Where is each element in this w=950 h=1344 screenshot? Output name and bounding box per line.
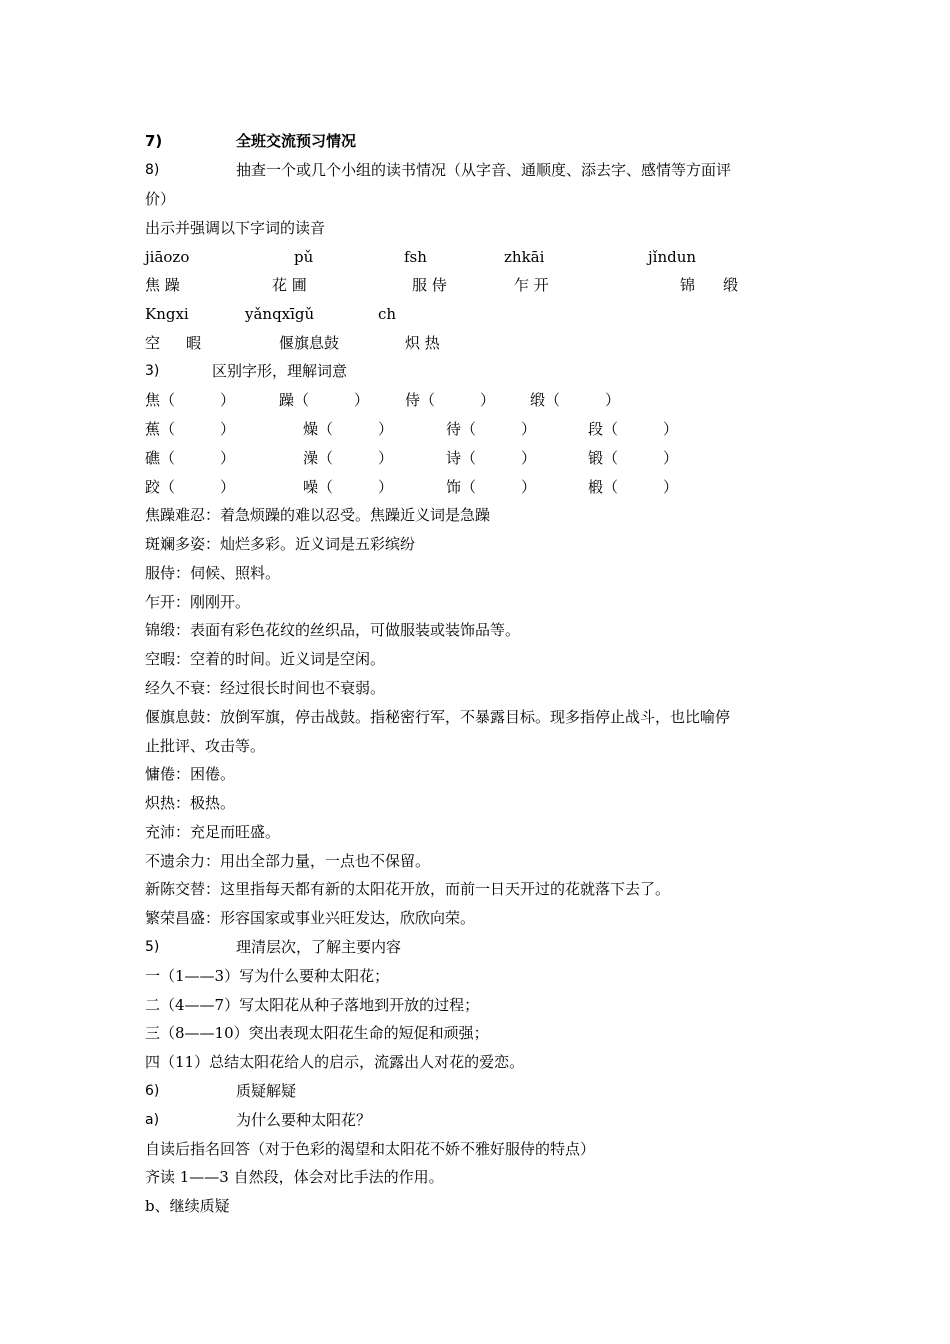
section-heading-7 bbox=[145, 131, 162, 151]
glyph-cell: 诗（ ） bbox=[446, 449, 537, 467]
definition-line: 充沛：充足而旺盛。 bbox=[145, 823, 281, 841]
glyph-cell: 椴（ ） bbox=[588, 478, 679, 496]
item-3-text: 区别字形，理解词意 bbox=[212, 362, 348, 380]
item-8-continuation: 价） bbox=[145, 190, 176, 208]
section-line: 三（8——10）突出表现太阳花生命的短促和顽强； bbox=[145, 1024, 489, 1042]
definition-line: 锦缎：表面有彩色花纹的丝织品，可做服装或装饰品等。 bbox=[145, 621, 521, 639]
definition-line: 服侍：伺候、照料。 bbox=[145, 564, 281, 582]
definition-line: 焦躁难忍：着急烦躁的难以忍受。焦躁近义词是急躁 bbox=[145, 506, 491, 524]
definition-line: 偃旗息鼓：放倒军旗，停击战鼓。指秘密行军，不暴露目标。现多指停止战斗，也比喻停 bbox=[145, 708, 731, 726]
definition-line: 繁荣昌盛：形容国家或事业兴旺发达，欣欣向荣。 bbox=[145, 909, 476, 927]
word: 炽 热 bbox=[405, 334, 440, 352]
glyph-cell: 缎（ ） bbox=[530, 391, 621, 409]
pinyin: jǐndun bbox=[648, 248, 697, 266]
word: 偃旗息鼓 bbox=[279, 334, 340, 352]
glyph-cell: 礁（ ） bbox=[145, 449, 236, 467]
item-a-text: 为什么要种太阳花？ bbox=[236, 1111, 372, 1129]
definition-line: 经久不衰：经过很长时间也不衰弱。 bbox=[145, 679, 386, 697]
item-3-number: 3) bbox=[145, 363, 160, 379]
closing-line: b、继续质疑 bbox=[145, 1197, 230, 1215]
closing-line: 自读后指名回答（对于色彩的渴望和太阳花不娇不雅好服侍的特点） bbox=[145, 1140, 596, 1158]
definition-line: 斑斓多姿：灿烂多彩。近义词是五彩缤纷 bbox=[145, 535, 416, 553]
glyph-cell: 噪（ ） bbox=[303, 478, 394, 496]
glyph-cell: 澡（ ） bbox=[303, 449, 394, 467]
heading-text: 全班交流预习情况 bbox=[236, 132, 357, 150]
pinyin: pǔ bbox=[294, 248, 314, 266]
word: 乍 开 bbox=[514, 276, 549, 294]
show-line: 出示并强调以下字词的读音 bbox=[145, 219, 326, 237]
item-6-number: 6) bbox=[145, 1083, 160, 1099]
pinyin: fsh bbox=[404, 248, 427, 266]
word: 花 圃 bbox=[272, 276, 307, 294]
word: 空 bbox=[145, 334, 161, 352]
glyph-cell: 燥（ ） bbox=[303, 420, 394, 438]
definition-line: 不遗余力：用出全部力量，一点也不保留。 bbox=[145, 852, 431, 870]
heading-number: 7) bbox=[145, 132, 163, 150]
definition-line: 炽热：极热。 bbox=[145, 794, 236, 812]
section-line: 四（11）总结太阳花给人的启示，流露出人对花的爱恋。 bbox=[145, 1053, 525, 1071]
glyph-cell: 待（ ） bbox=[446, 420, 537, 438]
glyph-cell: 跤（ ） bbox=[145, 478, 236, 496]
item-5-text: 理清层次，了解主要内容 bbox=[236, 938, 402, 956]
definition-line: 新陈交替：这里指每天都有新的太阳花开放，而前一日天开过的花就落下去了。 bbox=[145, 880, 671, 898]
glyph-cell: 躁（ ） bbox=[279, 391, 370, 409]
glyph-cell: 侍（ ） bbox=[405, 391, 496, 409]
pinyin: jiāozo bbox=[145, 248, 190, 266]
definition-line: 止批评、攻击等。 bbox=[145, 737, 266, 755]
pinyin: ch bbox=[378, 305, 397, 323]
definition-line: 乍开：刚刚开。 bbox=[145, 593, 251, 611]
word: 暇 bbox=[186, 334, 202, 352]
glyph-cell: 段（ ） bbox=[588, 420, 679, 438]
section-line: 二（4——7）写太阳花从种子落地到开放的过程； bbox=[145, 996, 480, 1014]
item-6-text: 质疑解疑 bbox=[236, 1082, 297, 1100]
glyph-cell: 蕉（ ） bbox=[145, 420, 236, 438]
definition-line: 空暇：空着的时间。近义词是空闲。 bbox=[145, 650, 386, 668]
glyph-cell: 饰（ ） bbox=[446, 478, 537, 496]
word: 焦 躁 bbox=[145, 276, 180, 294]
word: 服 侍 bbox=[412, 276, 447, 294]
section-line: 一（1——3）写为什么要种太阳花； bbox=[145, 967, 390, 985]
item-5-number: 5) bbox=[145, 939, 160, 955]
item-8-number: 8) bbox=[145, 162, 160, 178]
word: 缎 bbox=[723, 276, 739, 294]
glyph-cell: 焦（ ） bbox=[145, 391, 236, 409]
item-8-text: 抽查一个或几个小组的读书情况（从字音、通顺度、添去字、感情等方面评 bbox=[236, 161, 732, 179]
closing-line: 齐读 1——3 自然段，体会对比手法的作用。 bbox=[145, 1168, 444, 1186]
word: 锦 bbox=[680, 276, 696, 294]
pinyin: Kngxi bbox=[145, 305, 189, 323]
definition-line: 慵倦：困倦。 bbox=[145, 765, 236, 783]
pinyin: zhkāi bbox=[504, 248, 545, 266]
pinyin: yǎnqxīgǔ bbox=[245, 305, 315, 323]
item-a-number: a) bbox=[145, 1112, 160, 1128]
glyph-cell: 锻（ ） bbox=[588, 449, 679, 467]
